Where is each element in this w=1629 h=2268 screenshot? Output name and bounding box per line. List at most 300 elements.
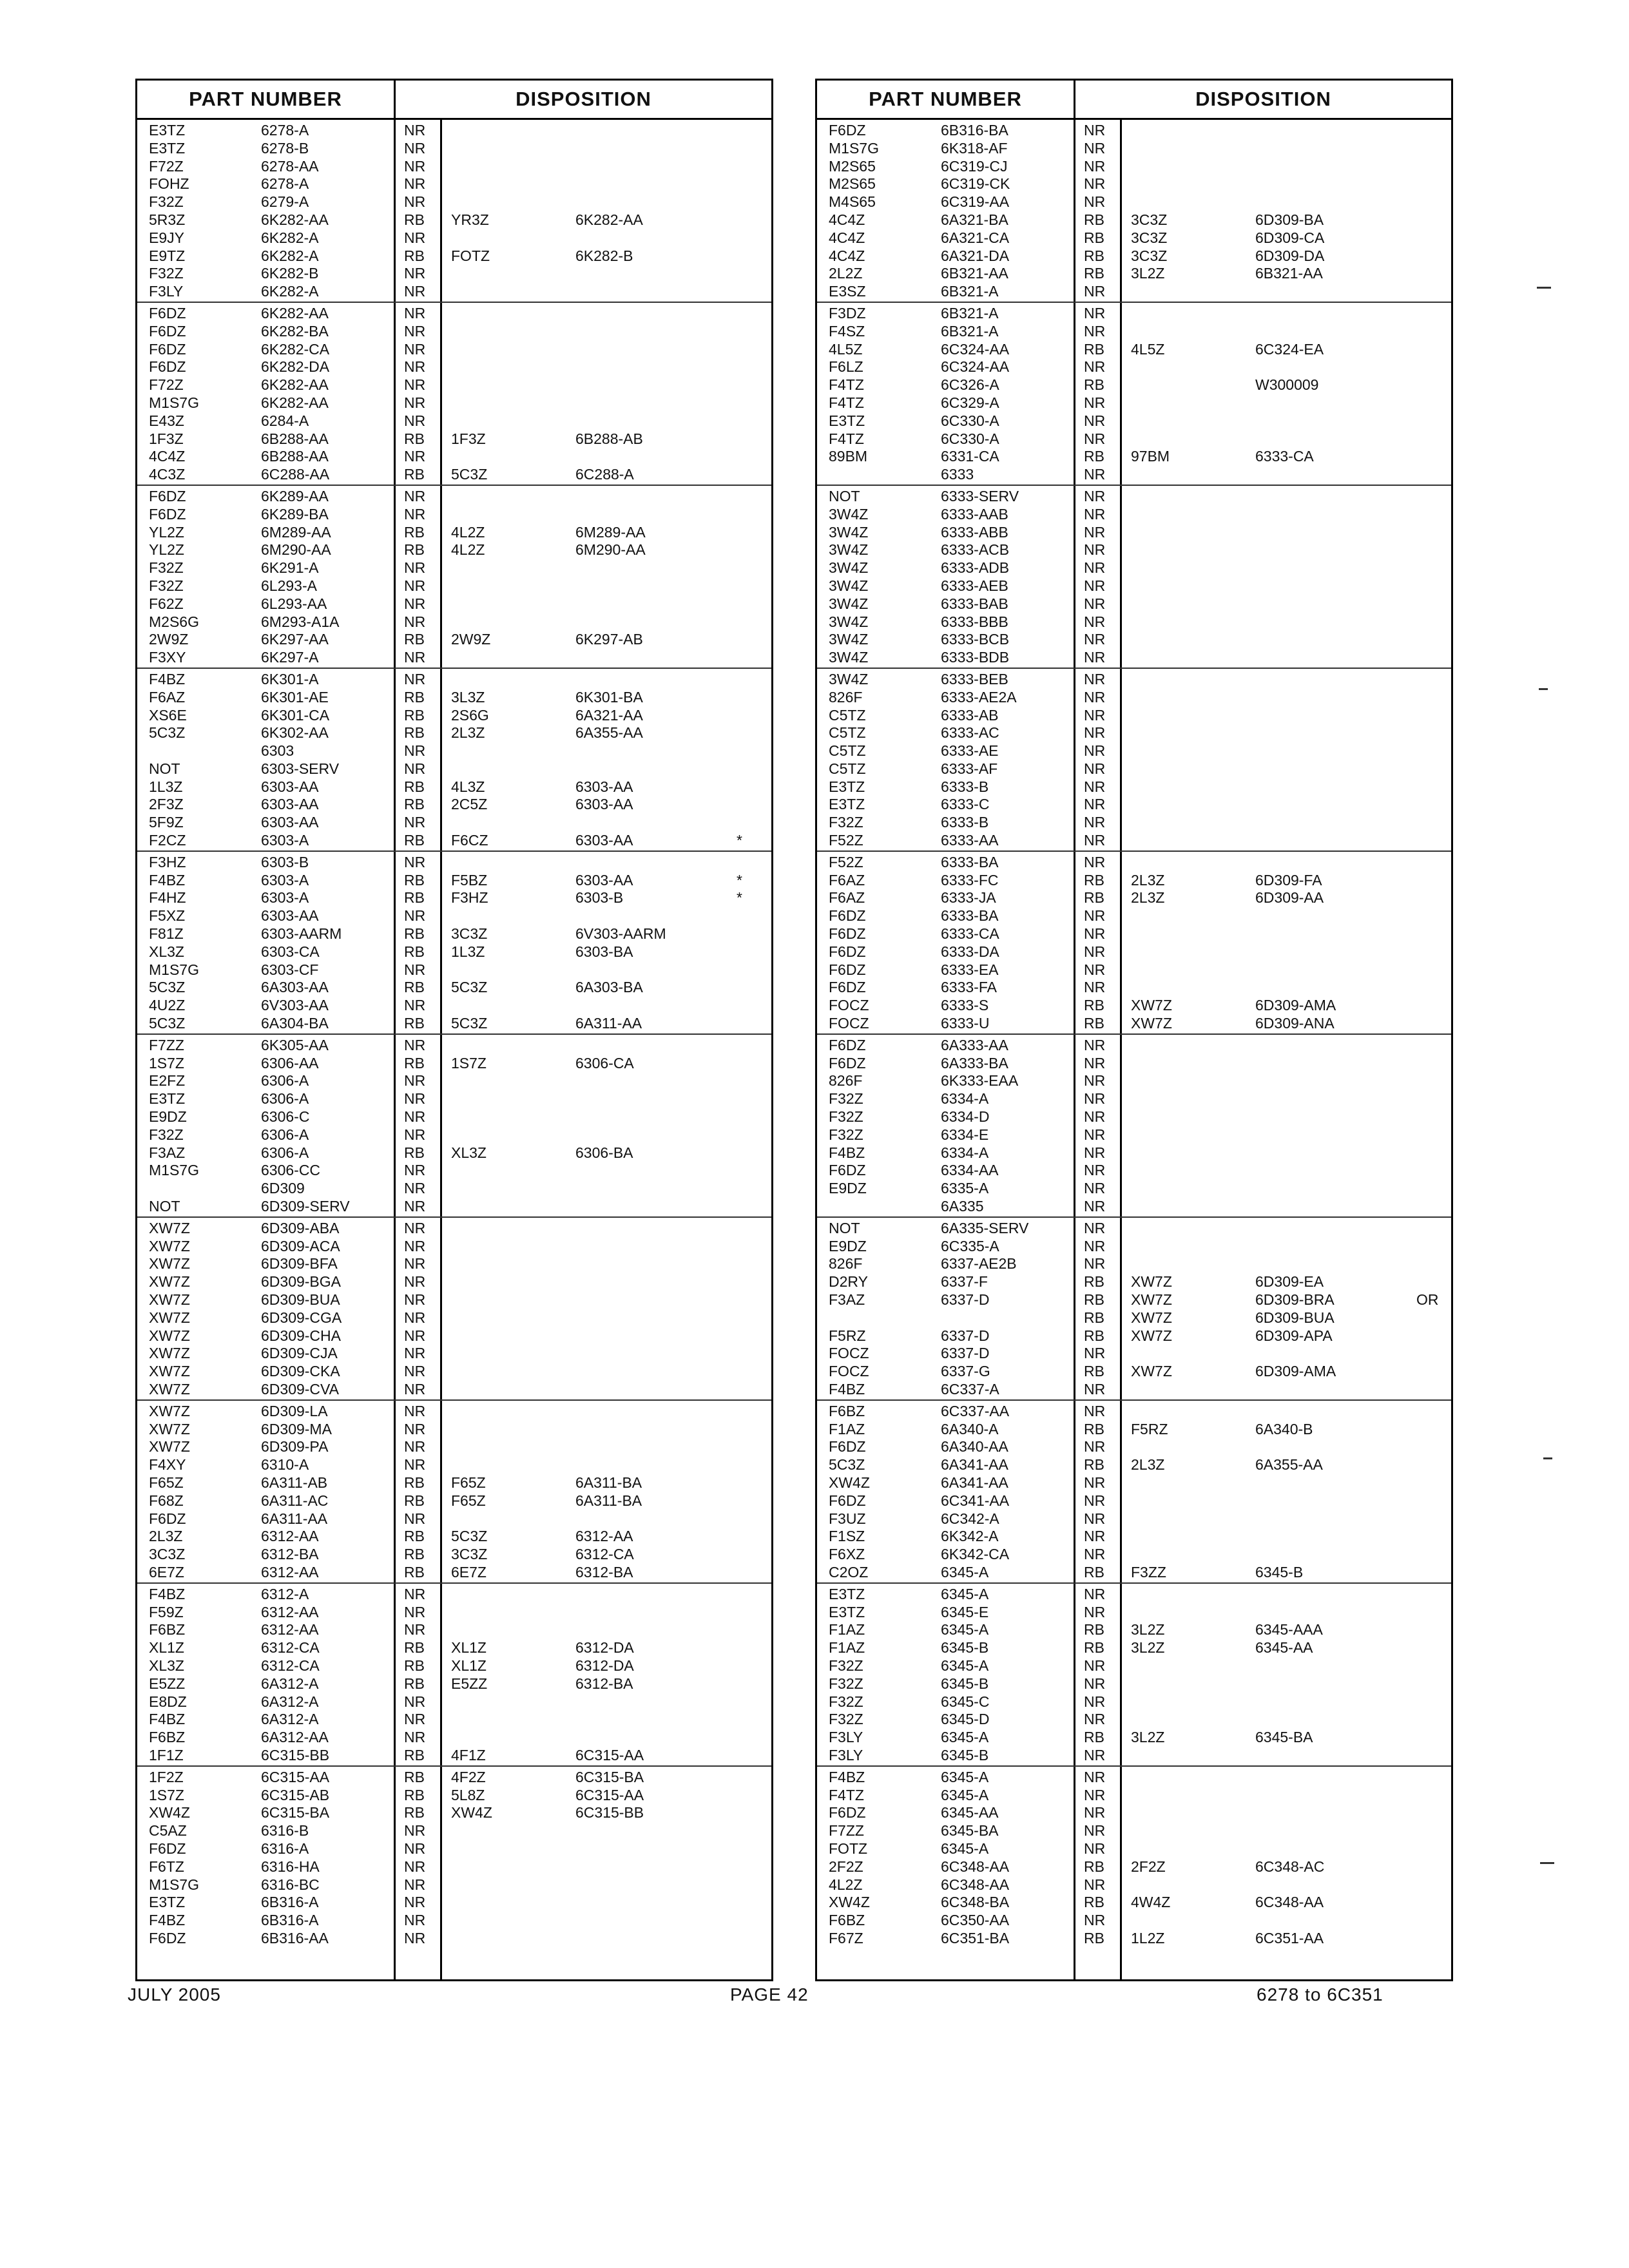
model-code: F6DZ xyxy=(829,122,866,139)
model-code: F72Z xyxy=(149,376,184,394)
disposition-code: NR xyxy=(404,229,426,246)
model-code: F3AZ xyxy=(829,1291,865,1308)
model-code: 4C4Z xyxy=(149,448,186,465)
disposition-code: NR xyxy=(1084,1675,1106,1692)
part-number: 6D309-BFA xyxy=(261,1255,338,1273)
replacement-part: 6C348-AA xyxy=(1255,1894,1324,1911)
model-code: F6DZ xyxy=(149,1510,186,1527)
disposition-code: RB xyxy=(1084,1456,1104,1474)
table-row xyxy=(817,1858,1451,1876)
table-row xyxy=(137,1586,771,1604)
disposition-code: NR xyxy=(404,1237,426,1254)
disposition-code: NR xyxy=(1084,1528,1106,1545)
table-row xyxy=(137,997,771,1015)
replacement-model: XW7Z xyxy=(1131,1273,1172,1291)
disposition-code: RB xyxy=(1084,889,1104,907)
table-row xyxy=(817,631,1451,649)
margin-mark xyxy=(1543,1457,1552,1459)
disposition-code: NR xyxy=(1084,559,1106,577)
part-number: 6333-CA xyxy=(941,925,999,943)
replacement-model: 3L2Z xyxy=(1131,1729,1165,1746)
part-number: 6303-AA xyxy=(261,814,319,831)
disposition-code: NR xyxy=(404,394,426,411)
part-number: 6B321-A xyxy=(941,304,999,322)
table-row xyxy=(817,1894,1451,1912)
table-row xyxy=(817,979,1451,997)
table-row xyxy=(817,595,1451,613)
disposition-code: RB xyxy=(404,1144,425,1161)
disposition-code: NR xyxy=(404,358,426,376)
part-number: 6334-A xyxy=(941,1090,989,1108)
model-code: 89BM xyxy=(829,448,868,465)
disposition-code: NR xyxy=(1084,613,1106,630)
part-number: 6C288-AA xyxy=(261,466,330,483)
model-code: F32Z xyxy=(149,577,184,594)
disposition-code: NR xyxy=(404,1693,426,1710)
model-code: F3HZ xyxy=(149,853,186,870)
table-row xyxy=(817,1912,1451,1930)
part-number: 6C350-AA xyxy=(941,1912,1010,1929)
model-code: 3W4Z xyxy=(829,577,869,594)
table-row xyxy=(817,1657,1451,1675)
disposition-code: NR xyxy=(404,1380,426,1398)
disposition-code: NR xyxy=(1084,1180,1106,1197)
replacement-part: 6C315-BA xyxy=(575,1768,644,1785)
disposition-code: NR xyxy=(404,1180,426,1197)
model-code: F62Z xyxy=(149,595,184,612)
table-row xyxy=(137,854,771,872)
model-code: 5C3Z xyxy=(149,724,186,742)
table-row xyxy=(137,341,771,359)
part-number: 6A312-A xyxy=(261,1711,319,1728)
disposition-code: RB xyxy=(1084,1291,1104,1308)
table-row xyxy=(817,1675,1451,1693)
part-number: 6K301-A xyxy=(261,670,319,687)
disposition-code: NR xyxy=(1084,1054,1106,1072)
replacement-model: 1F3Z xyxy=(451,430,486,447)
table-row xyxy=(137,524,771,542)
table-row xyxy=(817,283,1451,301)
table-row xyxy=(817,1126,1451,1144)
model-code: XW7Z xyxy=(149,1438,190,1456)
replacement-model: XL3Z xyxy=(451,1144,487,1161)
model-code: F4BZ xyxy=(829,1144,865,1161)
part-number: 6279-A xyxy=(261,193,309,211)
model-code: 826F xyxy=(829,1255,863,1273)
replacement-model: 2W9Z xyxy=(451,631,491,648)
part-number: 6A333-AA xyxy=(941,1036,1008,1053)
model-code: F59Z xyxy=(149,1603,184,1620)
replacement-model: 4L2Z xyxy=(451,523,485,541)
disposition-code: NR xyxy=(404,742,426,760)
model-code: E9DZ xyxy=(829,1237,867,1254)
replacement-model: XW7Z xyxy=(1131,997,1172,1014)
part-number: 6K289-BA xyxy=(261,505,329,523)
table-row xyxy=(817,1403,1451,1421)
replacement-part: 6K297-AB xyxy=(575,631,643,648)
model-code: C2OZ xyxy=(829,1563,869,1581)
part-number: 6D309-MA xyxy=(261,1420,332,1437)
disposition-code: RB xyxy=(1084,340,1104,358)
disposition-code: NR xyxy=(404,122,426,139)
part-number: 6345-E xyxy=(941,1603,989,1620)
disposition-code: NR xyxy=(1084,1126,1106,1143)
model-code: FOCZ xyxy=(829,1015,869,1032)
model-code: FOHZ xyxy=(149,175,189,193)
table-row xyxy=(137,1474,771,1492)
replacement-model: 2L3Z xyxy=(1131,871,1165,889)
table-row xyxy=(817,1769,1451,1787)
model-code: 6E7Z xyxy=(149,1563,184,1581)
model-code: M2S6G xyxy=(149,613,199,630)
disposition-code: NR xyxy=(404,1273,426,1291)
model-code: XW7Z xyxy=(149,1219,190,1236)
disposition-code: NR xyxy=(404,139,426,157)
table-row xyxy=(817,689,1451,707)
table-row xyxy=(137,595,771,613)
disposition-code: NR xyxy=(1084,907,1106,925)
part-number: 6303 xyxy=(261,742,294,760)
part-number: 6345-A xyxy=(941,1585,989,1602)
part-number: 6K282-AA xyxy=(261,376,329,394)
replacement-model: 2L3Z xyxy=(1131,1456,1165,1474)
model-code: 5C3Z xyxy=(149,1015,186,1032)
model-code: XL3Z xyxy=(149,943,184,960)
part-number: 6K282-A xyxy=(261,247,319,264)
model-code: 1F2Z xyxy=(149,1768,184,1785)
model-code: F6BZ xyxy=(149,1729,186,1746)
replacement-model: F5RZ xyxy=(1131,1420,1168,1437)
model-code: F6DZ xyxy=(149,505,186,523)
part-number: 6278-AA xyxy=(261,157,319,175)
table-row xyxy=(817,1421,1451,1439)
replacement-model: XW4Z xyxy=(451,1804,492,1821)
part-number: 6345-A xyxy=(941,1768,989,1785)
table-row xyxy=(817,889,1451,907)
row-group xyxy=(817,1035,1451,1218)
replacement-part: 6312-DA xyxy=(575,1639,634,1657)
part-number: 6C351-BA xyxy=(941,1929,1010,1946)
row-group xyxy=(137,303,771,486)
model-code: E43Z xyxy=(149,412,184,429)
part-number: 6B316-A xyxy=(261,1912,319,1929)
replacement-part: 6C348-AC xyxy=(1255,1858,1325,1875)
model-code: F3LY xyxy=(829,1746,863,1763)
disposition-code: RB xyxy=(1084,229,1104,246)
table-row xyxy=(817,376,1451,394)
part-number: 6345-D xyxy=(941,1711,990,1728)
disposition-code: NR xyxy=(404,1090,426,1108)
disposition-code: RB xyxy=(404,1563,425,1581)
model-code: 3W4Z xyxy=(829,505,869,523)
part-number: 6A304-BA xyxy=(261,1015,329,1032)
model-code: 2F3Z xyxy=(149,796,184,813)
disposition-code: RB xyxy=(1084,1894,1104,1911)
table-row xyxy=(137,1327,771,1345)
disposition-code: NR xyxy=(404,649,426,666)
disposition-code: NR xyxy=(1084,505,1106,523)
part-number: 6K342-CA xyxy=(941,1546,1010,1563)
table-row xyxy=(137,1144,771,1162)
part-number: 6B288-AA xyxy=(261,448,329,465)
table-row xyxy=(137,1858,771,1876)
table-row xyxy=(137,559,771,577)
disposition-code: NR xyxy=(404,283,426,300)
part-number: 6M293-A1A xyxy=(261,613,340,630)
model-code: 2L2Z xyxy=(829,265,863,282)
part-number: 6333-FA xyxy=(941,979,997,996)
disposition-code: RB xyxy=(1084,1327,1104,1344)
model-code: F6DZ xyxy=(149,358,186,376)
disposition-code: RB xyxy=(404,832,425,849)
table-row xyxy=(137,1345,771,1363)
model-code: F6BZ xyxy=(829,1912,865,1929)
part-number: 6316-B xyxy=(261,1822,309,1840)
disposition-code: NR xyxy=(1084,1345,1106,1362)
model-code: F6BZ xyxy=(829,1402,865,1419)
model-code: F3AZ xyxy=(149,1144,186,1161)
model-code: E3TZ xyxy=(829,778,865,795)
row-group xyxy=(817,1584,1451,1767)
replacement-part: 6K282-B xyxy=(575,247,633,264)
disposition-code: NR xyxy=(404,1822,426,1840)
disposition-code: NR xyxy=(404,1510,426,1527)
disposition-code: NR xyxy=(1084,1198,1106,1215)
replacement-model: XW7Z xyxy=(1131,1327,1172,1344)
row-group xyxy=(817,1767,1451,1948)
replacement-part: 6306-BA xyxy=(575,1144,633,1161)
model-code: F6AZ xyxy=(149,688,186,706)
model-code: F6DZ xyxy=(829,1438,866,1456)
disposition-code: NR xyxy=(404,1438,426,1456)
model-code: 4C4Z xyxy=(829,229,865,246)
row-group xyxy=(817,1401,1451,1584)
model-code: F4BZ xyxy=(149,1585,186,1602)
table-row xyxy=(817,671,1451,689)
replacement-part: 6303-AA xyxy=(575,871,633,889)
disposition-code: RB xyxy=(1084,1729,1104,1746)
model-code: XW4Z xyxy=(829,1474,870,1491)
row-group xyxy=(817,669,1451,852)
model-code: 4L5Z xyxy=(829,340,863,358)
disposition-code: NR xyxy=(1084,1036,1106,1053)
model-code: E9DZ xyxy=(149,1108,187,1126)
part-number: 6333-AC xyxy=(941,724,999,742)
disposition-code: NR xyxy=(1084,631,1106,648)
table-row xyxy=(817,1930,1451,1948)
replacement-part: 6303-BA xyxy=(575,943,633,960)
disposition-code: NR xyxy=(404,1912,426,1929)
replacement-model: 5C3Z xyxy=(451,466,488,483)
model-code: M2S65 xyxy=(829,175,876,193)
replacement-part: 6312-DA xyxy=(575,1657,634,1674)
part-number: 6278-A xyxy=(261,122,309,139)
part-number: 6303-SERV xyxy=(261,760,340,777)
part-number: 6K282-CA xyxy=(261,340,330,358)
replacement-part: 6D309-BRA xyxy=(1255,1291,1335,1308)
replacement-model: 2L3Z xyxy=(1131,889,1165,907)
replacement-part: 6C315-AA xyxy=(575,1746,644,1763)
model-code: XL3Z xyxy=(149,1657,184,1674)
replacement-part: 6M289-AA xyxy=(575,523,646,541)
part-number: 6K282-AA xyxy=(261,304,329,322)
table-row xyxy=(817,1072,1451,1090)
table-row xyxy=(137,1675,771,1693)
table-row xyxy=(817,707,1451,725)
disposition-code: NR xyxy=(1084,832,1106,849)
part-number: 6306-A xyxy=(261,1090,309,1108)
model-code: F1AZ xyxy=(829,1420,865,1437)
replacement-model: F3HZ xyxy=(451,889,488,907)
replacement-part: 6333-CA xyxy=(1255,448,1314,465)
row-group xyxy=(817,120,1451,303)
part-number: 6333-BCB xyxy=(941,631,1010,648)
replacement-model: 97BM xyxy=(1131,448,1170,465)
disposition-code: RB xyxy=(1084,1929,1104,1946)
table-row xyxy=(817,394,1451,412)
table-row xyxy=(817,724,1451,742)
disposition-code: RB xyxy=(404,688,425,706)
model-code: F4SZ xyxy=(829,322,865,340)
part-number: 6D309-CKA xyxy=(261,1363,340,1380)
disposition-code: RB xyxy=(1084,376,1104,394)
part-number: 6K342-A xyxy=(941,1528,999,1545)
disposition-code: NR xyxy=(1084,742,1106,760)
table-row xyxy=(817,1055,1451,1073)
table-row xyxy=(137,1546,771,1564)
part-number-header: PART NUMBER xyxy=(869,88,1022,110)
model-code: F32Z xyxy=(829,1090,863,1108)
model-code: FOCZ xyxy=(829,1345,869,1362)
footer-part-range: 6278 to 6C351 xyxy=(1257,1984,1383,2004)
model-code: F4BZ xyxy=(149,670,186,687)
part-number: 6333-BEB xyxy=(941,670,1008,687)
model-code: F7ZZ xyxy=(149,1036,184,1053)
replacement-model: 3C3Z xyxy=(451,925,488,943)
part-number: 6306-A xyxy=(261,1126,309,1143)
table-row xyxy=(137,1220,771,1238)
model-code: 1F3Z xyxy=(149,430,184,447)
replacement-part: 6D309-AMA xyxy=(1255,1363,1336,1380)
part-number: 6K289-AA xyxy=(261,487,329,505)
model-code: 4C4Z xyxy=(829,247,865,264)
model-code: 4L2Z xyxy=(829,1876,863,1893)
replacement-part: 6345-AAA xyxy=(1255,1621,1323,1639)
disposition-code: NR xyxy=(1084,796,1106,813)
table-row xyxy=(137,760,771,778)
part-number: 6345-AA xyxy=(941,1804,999,1821)
model-code: F3DZ xyxy=(829,304,866,322)
disposition-code: RB xyxy=(1084,1420,1104,1437)
disposition-code: NR xyxy=(1084,430,1106,447)
replacement-model: 3C3Z xyxy=(1131,211,1168,228)
replacement-model: XW7Z xyxy=(1131,1291,1172,1308)
table-row xyxy=(137,1309,771,1327)
replacement-model: E5ZZ xyxy=(451,1675,488,1692)
table-row xyxy=(817,122,1451,140)
model-code: 3W4Z xyxy=(829,541,869,559)
model-code: E2FZ xyxy=(149,1072,186,1090)
disposition-code: NR xyxy=(1084,925,1106,943)
disposition-code: NR xyxy=(1084,688,1106,706)
part-number: 6333-BA xyxy=(941,853,999,870)
table-row xyxy=(817,1162,1451,1180)
part-number: 6345-A xyxy=(941,1621,989,1639)
replacement-model: 6E7Z xyxy=(451,1563,487,1581)
replacement-model: F6CZ xyxy=(451,832,488,849)
disposition-code: RB xyxy=(404,979,425,996)
model-code: XW7Z xyxy=(149,1402,190,1419)
model-code: XW7Z xyxy=(149,1327,190,1344)
part-number: 6B316-BA xyxy=(941,122,1008,139)
model-code: C5TZ xyxy=(829,742,866,760)
model-code: F1AZ xyxy=(829,1621,865,1639)
disposition-code: RB xyxy=(404,1804,425,1821)
part-number: 6M290-AA xyxy=(261,541,331,559)
replacement-model: F5BZ xyxy=(451,871,488,889)
model-code: F3XY xyxy=(149,649,186,666)
part-number: 6333-BA xyxy=(941,907,999,925)
table-row xyxy=(137,689,771,707)
table-row xyxy=(817,1510,1451,1528)
model-code: 826F xyxy=(829,688,863,706)
disposition-code: NR xyxy=(404,193,426,211)
disposition-code: RB xyxy=(404,247,425,264)
part-number: 6337-D xyxy=(941,1291,990,1308)
model-code: FOTZ xyxy=(829,1840,868,1857)
margin-mark xyxy=(1537,287,1551,289)
disposition-code: NR xyxy=(404,1711,426,1728)
part-number: 6B321-A xyxy=(941,283,999,300)
disposition-code: NR xyxy=(404,1402,426,1419)
disposition-code: NR xyxy=(1084,541,1106,559)
part-number: 6K301-CA xyxy=(261,706,330,724)
model-code: FOCZ xyxy=(829,1363,869,1380)
model-code: C5AZ xyxy=(149,1822,187,1840)
model-code: F4HZ xyxy=(149,889,186,907)
part-number: 6B288-AA xyxy=(261,430,329,447)
part-number: 6306-A xyxy=(261,1144,309,1161)
part-number: 6D309-ABA xyxy=(261,1219,340,1236)
table-row xyxy=(137,925,771,943)
disposition-code: NR xyxy=(404,1603,426,1620)
model-code: E3TZ xyxy=(829,412,865,429)
table-row xyxy=(137,1621,771,1639)
model-code: 3W4Z xyxy=(829,649,869,666)
model-code: XL1Z xyxy=(149,1639,184,1657)
table-row xyxy=(817,1015,1451,1033)
part-number: 6A340-AA xyxy=(941,1438,1008,1456)
disposition-header: DISPOSITION xyxy=(516,88,651,110)
model-code: F6AZ xyxy=(829,871,865,889)
model-code: C5TZ xyxy=(829,706,866,724)
left-table-body xyxy=(137,120,771,1979)
table-row xyxy=(817,1291,1451,1309)
disposition-code: NR xyxy=(1084,1219,1106,1236)
replacement-part: 6D309-AMA xyxy=(1255,997,1336,1014)
part-number: 6312-AA xyxy=(261,1563,319,1581)
replacement-part: 6K301-BA xyxy=(575,688,643,706)
disposition-code: NR xyxy=(1084,487,1106,505)
model-code: 3W4Z xyxy=(829,670,869,687)
model-code: F6DZ xyxy=(149,487,186,505)
model-code: M1S7G xyxy=(149,1876,199,1893)
part-number: 6L293-A xyxy=(261,577,317,594)
replacement-part: 6345-AA xyxy=(1255,1639,1313,1657)
replacement-model: 3L2Z xyxy=(1131,1639,1165,1657)
disposition-code: NR xyxy=(1084,778,1106,795)
replacement-part: 6303-AA xyxy=(575,796,633,813)
